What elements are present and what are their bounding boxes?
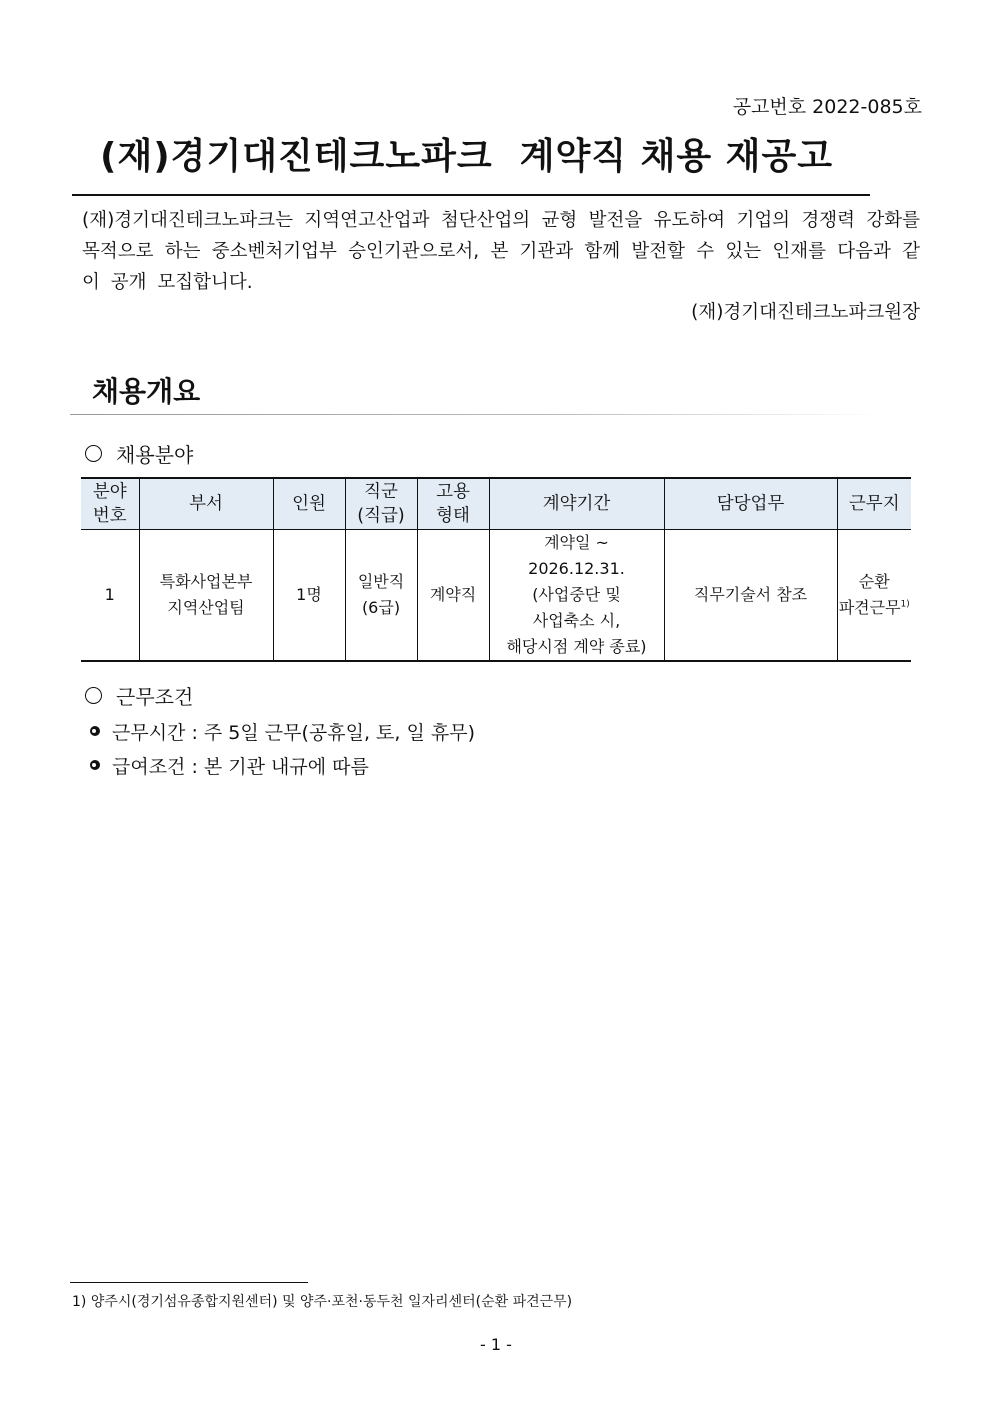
field-heading-label: 채용분야 xyxy=(116,443,194,467)
cell-period: 계약일 ~ 2026.12.31. (사업중단 및 사업축소 시, 해당시점 계약 종료) xyxy=(489,530,664,662)
header-location: 근무지 xyxy=(837,478,911,530)
field-heading xyxy=(82,439,193,468)
cell-dept: 특화사업본부 지역산업팀 xyxy=(139,530,273,662)
header-dept: 부서 xyxy=(139,478,273,530)
header-field-no: 분야 번호 xyxy=(81,478,139,530)
circle-icon xyxy=(85,687,102,704)
signer: (재)경기대진테크노파크원장 xyxy=(691,302,920,323)
recruitment-table xyxy=(81,477,911,662)
section-divider xyxy=(70,414,880,415)
cell-type: 계약직 xyxy=(417,530,489,662)
conditions-heading xyxy=(82,681,193,710)
conditions-heading-label: 근무조건 xyxy=(116,685,194,709)
title-divider xyxy=(72,194,870,196)
list-item: 근무시간 : 주 5일 근무(공휴일, 토, 일 휴무) xyxy=(90,714,475,748)
page-title: (재)경기대진테크노파크 계약직 채용 재공고 xyxy=(100,136,834,177)
footnote-marker: 1) xyxy=(900,599,910,610)
table-header-row xyxy=(81,478,911,530)
intro-paragraph: (재)경기대진테크노파크는 지역연고산업과 첨단산업의 균형 발전을 유도하여 기업의 경쟁력 강화를 목적으로 하는 중소벤처기업부 승인기관으로서, 본 기관과 함께 발전할 수 있는 인재를 다음과 같이 공개 모집합니다. xyxy=(82,210,920,293)
header-duty: 담당업무 xyxy=(664,478,837,530)
header-grade: 직군 (직급) xyxy=(345,478,417,530)
cell-location: 순환 파견근무$^{1)}$ xyxy=(837,530,911,662)
page-number: - 1 - xyxy=(480,1335,512,1354)
header-contract-period: 계약기간 xyxy=(489,478,664,530)
cell-duty: 직무기술서 참조 xyxy=(664,530,837,662)
bullet-icon xyxy=(90,726,100,736)
circle-icon xyxy=(85,445,102,462)
footnote-divider xyxy=(70,1282,308,1283)
cell-no: 1 xyxy=(81,530,139,662)
header-count: 인원 xyxy=(273,478,345,530)
section-title: 채용개요 xyxy=(92,375,201,408)
cell-count: 1명 xyxy=(273,530,345,662)
bullet-icon xyxy=(90,760,100,770)
cell-grade: 일반직 (6급) xyxy=(345,530,417,662)
header-employment-type: 고용 형태 xyxy=(417,478,489,530)
list-item: 급여조건 : 본 기관 내규에 따름 xyxy=(90,748,475,782)
conditions-list xyxy=(90,714,475,782)
footnote: 1) 양주시(경기섬유종합지원센터) 및 양주·포천·동두천 일자리센터(순환 파견근무) xyxy=(72,1294,573,1310)
table-row xyxy=(81,530,911,662)
notice-number: 공고번호 2022-085호 xyxy=(732,96,922,118)
